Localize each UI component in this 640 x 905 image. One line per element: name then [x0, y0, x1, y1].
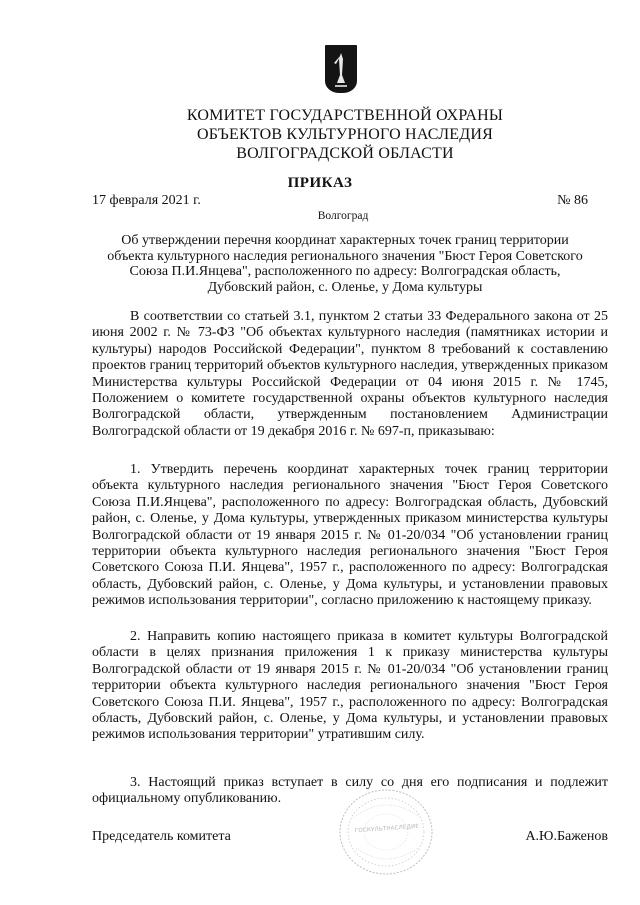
document-city: Волгоград: [317, 210, 369, 222]
stamp-text: ГОСКУЛЬТНАСЛЕДИЕ: [354, 823, 420, 835]
committee-line: ОБЪЕКТОВ КУЛЬТУРНОГО НАСЛЕДИЯ: [196, 126, 494, 143]
signer-name: А.Ю.Баженов: [525, 829, 608, 844]
official-stamp: [336, 786, 436, 878]
committee-line: ВОЛГОГРАДСКОЙ ОБЛАСТИ: [236, 145, 454, 162]
subject-line: Союза П.И.Янцева", расположенного по адресу: Волгоградская область,: [129, 264, 561, 279]
committee-line: КОМИТЕТ ГОСУДАРСТВЕННОЙ ОХРАНЫ: [186, 107, 504, 124]
preamble-paragraph: В соответствии со статьей 3.1, пунктом 2 статьи 33 Федерального закона от 25 июня 2002 г. № 73-ФЗ "Об объектах культурного наследия (памятниках истории и культуры) народов Российской Федерации", пунктом 8 требований к составлению проектов границ территорий объектов культурного наследия, утвержденных приказом Министерства культуры Российской Федерации от 04 июня 2015 г. № 1745, Положением о комитете государственной охраны объектов культурного наследия Волгоградской области, утвержденным постановлением Администрации Волгоградской области от 19 декабря 2016 г. № 697-п, приказываю:: [92, 309, 608, 439]
document-number: № 86: [557, 193, 588, 208]
order-item-1: 1. Утвердить перечень координат характерных точек границ территории объекта культурного наследия регионального значения "Бюст Героя Советского Союза П.И.Янцева", расположенного по адресу: Волгоградская область, Дубовский район, с. Оленье, у Дома культуры, утвержденных приказом министерства культуры Волгоградской области от 19 января 2015 г. № 01-20/034 "Об установлении границ территории объекта культурного наследия регионального значения "Бюст Героя Советского Союза П.И. Янцева", 1957 г., расположенного по адресу: Волгоградская область, Дубовский район, с. Оленье, у Дома культуры, и установлении правовых режимов использования территории", согласно приложению к настоящему приказу.: [92, 462, 608, 609]
subject-line: Дубовский район, с. Оленье, у Дома культуры: [207, 279, 483, 295]
document-subject: [95, 233, 595, 295]
signer-title: Председатель комитета: [92, 829, 231, 844]
committee-name: [150, 106, 540, 163]
document-date: 17 февраля 2021 г.: [92, 193, 201, 208]
coat-of-arms-icon: [325, 45, 357, 93]
subject-line: Об утверждении перечня координат характерных точек границ территории: [121, 233, 569, 248]
subject-line: объекта культурного наследия регионального значения "Бюст Героя Советского: [107, 248, 583, 264]
order-item-2: 2. Направить копию настоящего приказа в комитет культуры Волгоградской области в целях признания приложения 1 к приказу министерства культуры Волгоградской области от 19 января 2015 г. № 01-20/034 "Об установлении границ территории объекта культурного наследия регионального значения "Бюст Героя Советского Союза П.И. Янцева", 1957 г., расположенного по адресу: Волгоградская область, Дубовский район, с. Оленье, у Дома культуры, и установлении правовых режимов использования территории" утратившим силу.: [92, 629, 608, 743]
document-type: ПРИКАЗ: [287, 175, 353, 191]
order-item-3: 3. Настоящий приказ вступает в силу со дня его подписания и подлежит официальному опубликованию.: [92, 775, 608, 807]
